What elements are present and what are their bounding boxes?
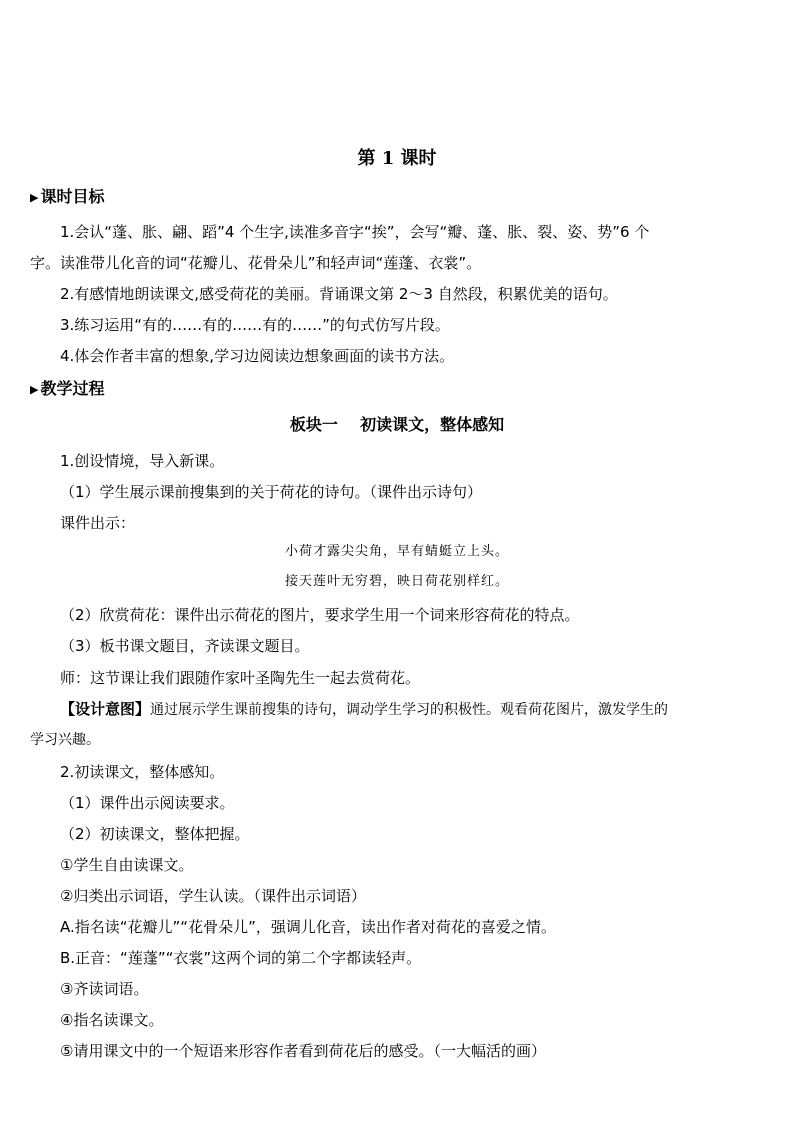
goal-4: 4.体会作者丰富的想象,学习边阅读边想象画面的读书方法。 — [60, 347, 455, 365]
triangle-bullet-icon: ▶ — [30, 383, 39, 396]
poem-line-1: 小荷才露尖尖角，早有蜻蜓立上头。 — [284, 544, 509, 559]
goal-1-line-2: 字。读准带儿化音的词“花瓣儿、花骨朵儿”和轻声词“莲蓬、衣裳”。 — [30, 254, 482, 272]
block-1-heading: 板块一 初读课文，整体感知 — [289, 415, 505, 434]
courseware-label: 课件出示： — [60, 514, 136, 532]
step-2: 2.初读课文，整体感知。 — [60, 763, 225, 781]
circled-item-5: ⑤请用课文中的一个短语来形容作者看到荷花后的感受。（一大幅活的画） — [60, 1042, 546, 1060]
item-b: B.正音：“莲蓬”“衣裳”这两个词的第二个字都读轻声。 — [60, 949, 422, 967]
process-heading — [30, 378, 104, 401]
circled-item-3: ③齐读词语。 — [60, 980, 149, 998]
teacher-line: 师：这节课让我们跟随作家叶圣陶先生一起去赏荷花。 — [60, 669, 421, 687]
design-intent-text: 通过展示学生课前搜集的诗句，调动学生学习的积极性。观看荷花图片，激发学生的 — [150, 702, 669, 718]
goal-2: 2.有感情地朗读课文,感受荷花的美丽。背诵课文第 2～3 自然段，积累优美的语句。 — [60, 285, 618, 303]
step-1-2: （2）欣赏荷花：课件出示荷花的图片，要求学生用一个词来形容荷花的特点。 — [60, 606, 580, 624]
design-intent-line-1 — [60, 699, 668, 720]
goal-1-line-1: 1.会认“蓬、胀、翩、蹈”4 个生字,读准多音字“挨”，会写“瓣、蓬、胀、裂、姿、势”6 个 — [60, 223, 650, 241]
step-1-3: （3）板书课文题目，齐读课文题目。 — [60, 637, 310, 655]
circled-item-4: ④指名读课文。 — [60, 1011, 164, 1029]
circled-item-2: ②归类出示词语，学生认读。（课件出示词语） — [60, 887, 366, 905]
design-intent-label: 【设计意图】 — [60, 700, 151, 718]
item-a: A.指名读“花瓣儿”“花骨朵儿”，强调儿化音，读出作者对荷花的喜爱之情。 — [60, 918, 556, 936]
goal-3: 3.练习运用“有的……有的……有的……”的句式仿写片段。 — [60, 316, 450, 334]
page-title: 第 1 课时 — [357, 148, 437, 169]
step-1: 1.创设情境，导入新课。 — [60, 452, 225, 470]
step-1-1: （1）学生展示课前搜集到的关于荷花的诗句。（课件出示诗句） — [60, 483, 483, 501]
process-heading-label: 教学过程 — [40, 379, 105, 398]
goals-heading-label: 课时目标 — [40, 187, 105, 206]
step-2-2: （2）初读课文，整体把握。 — [60, 825, 250, 843]
goals-heading — [30, 186, 104, 209]
circled-item-1: ①学生自由读课文。 — [60, 856, 194, 874]
design-intent-line-2: 学习兴趣。 — [30, 732, 100, 748]
poem-line-2: 接天莲叶无穷碧，映日荷花别样红。 — [284, 574, 509, 589]
step-2-1: （1）课件出示阅读要求。 — [60, 794, 235, 812]
triangle-bullet-icon: ▶ — [30, 191, 39, 204]
